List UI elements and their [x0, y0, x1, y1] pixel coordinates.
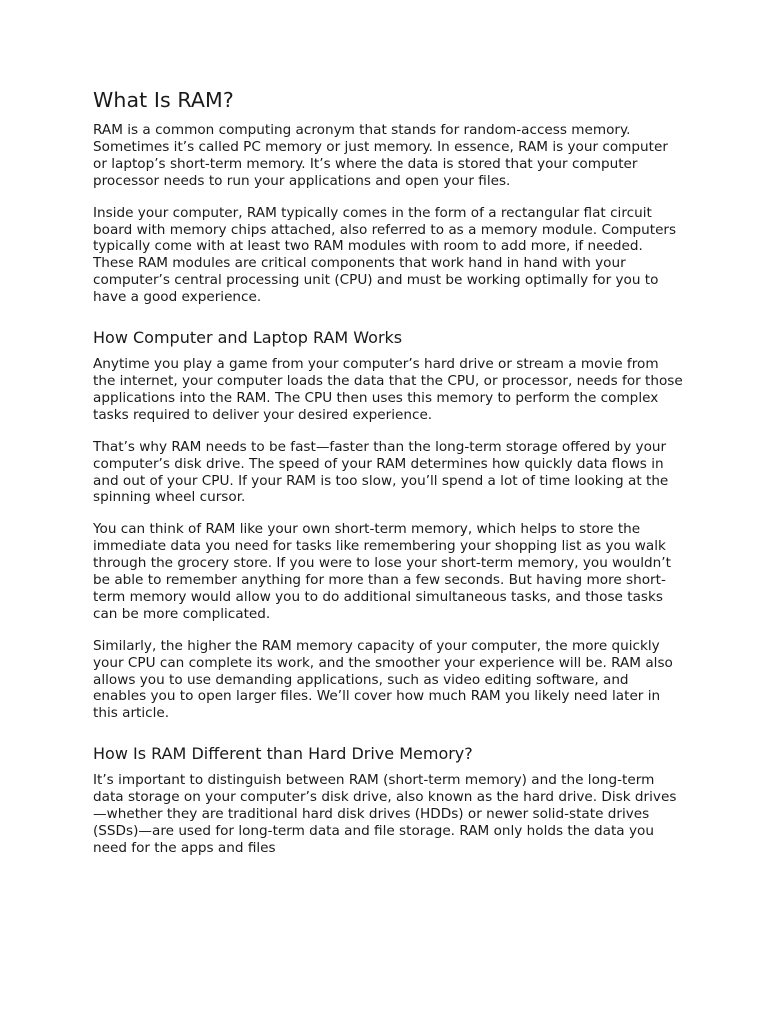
intro-paragraph-2: Inside your computer, RAM typically comes in the form of a rectangular flat circuit board with memory chips attached, also referred to as a memory module. Computers typically come with at least two RAM modules with room to add more, if needed. These RAM modules are critical components that work hand in hand with your computer’s central processing unit (CPU) and must be working optimally for you to have a good experience.: [93, 204, 677, 306]
section-1-paragraph-1: Anytime you play a game from your computer’s hard drive or stream a movie from the internet, your computer loads the data that the CPU, or processor, needs for those applications into the RAM. The CPU then uses this memory to perform the complex tasks required to deliver your desired experience.: [93, 356, 683, 423]
section-1-paragraph-2: That’s why RAM needs to be fast—faster than the long-term storage offered by your computer’s disk drive. The speed of your RAM determines how quickly data flows in and out of your CPU. If your RAM is too slow, you’ll spend a lot of time looking at the spinning wheel cursor.: [93, 438, 669, 506]
document-body: [93, 87, 683, 872]
page-title: What Is RAM?: [93, 88, 234, 112]
section-1-paragraph-3: You can think of RAM like your own short-term memory, which helps to store the immediate data you need for tasks like remembering your shopping list as you walk through the grocery store. If you were to lose your short-term memory, you wouldn’t be able to remember anything for more than a few seconds. But having more short-term memory would allow you to do additional simultaneous tasks, and those tasks can be more complicated.: [93, 521, 671, 622]
section-1-paragraph-4: Similarly, the higher the RAM memory capacity of your computer, the more quickly your CPU can complete its work, and the smoother your experience will be. RAM also allows you to use demanding applications, such as video editing software, and enables you to open larger files. We’ll cover how much RAM you likely need later in this article.: [93, 637, 673, 722]
intro-paragraph-1: RAM is a common computing acronym that stands for random-access memory. Sometimes it’s called PC memory or just memory. In essence, RAM is your computer or laptop’s short-term memory. It’s where the data is stored that your computer processor needs to run your applications and open your files.: [93, 122, 668, 189]
section-heading-ram-vs-hard-drive: How Is RAM Different than Hard Drive Memory?: [93, 744, 473, 764]
section-heading-how-ram-works: How Computer and Laptop RAM Works: [93, 328, 403, 348]
section-2-paragraph-1: It’s important to distinguish between RAM (short-term memory) and the long-term data storage on your computer’s disk drive, also known as the hard drive. Disk drives—whether they are traditional hard disk drives (HDDs) or newer solid-state drives (SSDs)—are used for long-term data and file storage. RAM only holds the data you need for the apps and files: [93, 772, 677, 856]
